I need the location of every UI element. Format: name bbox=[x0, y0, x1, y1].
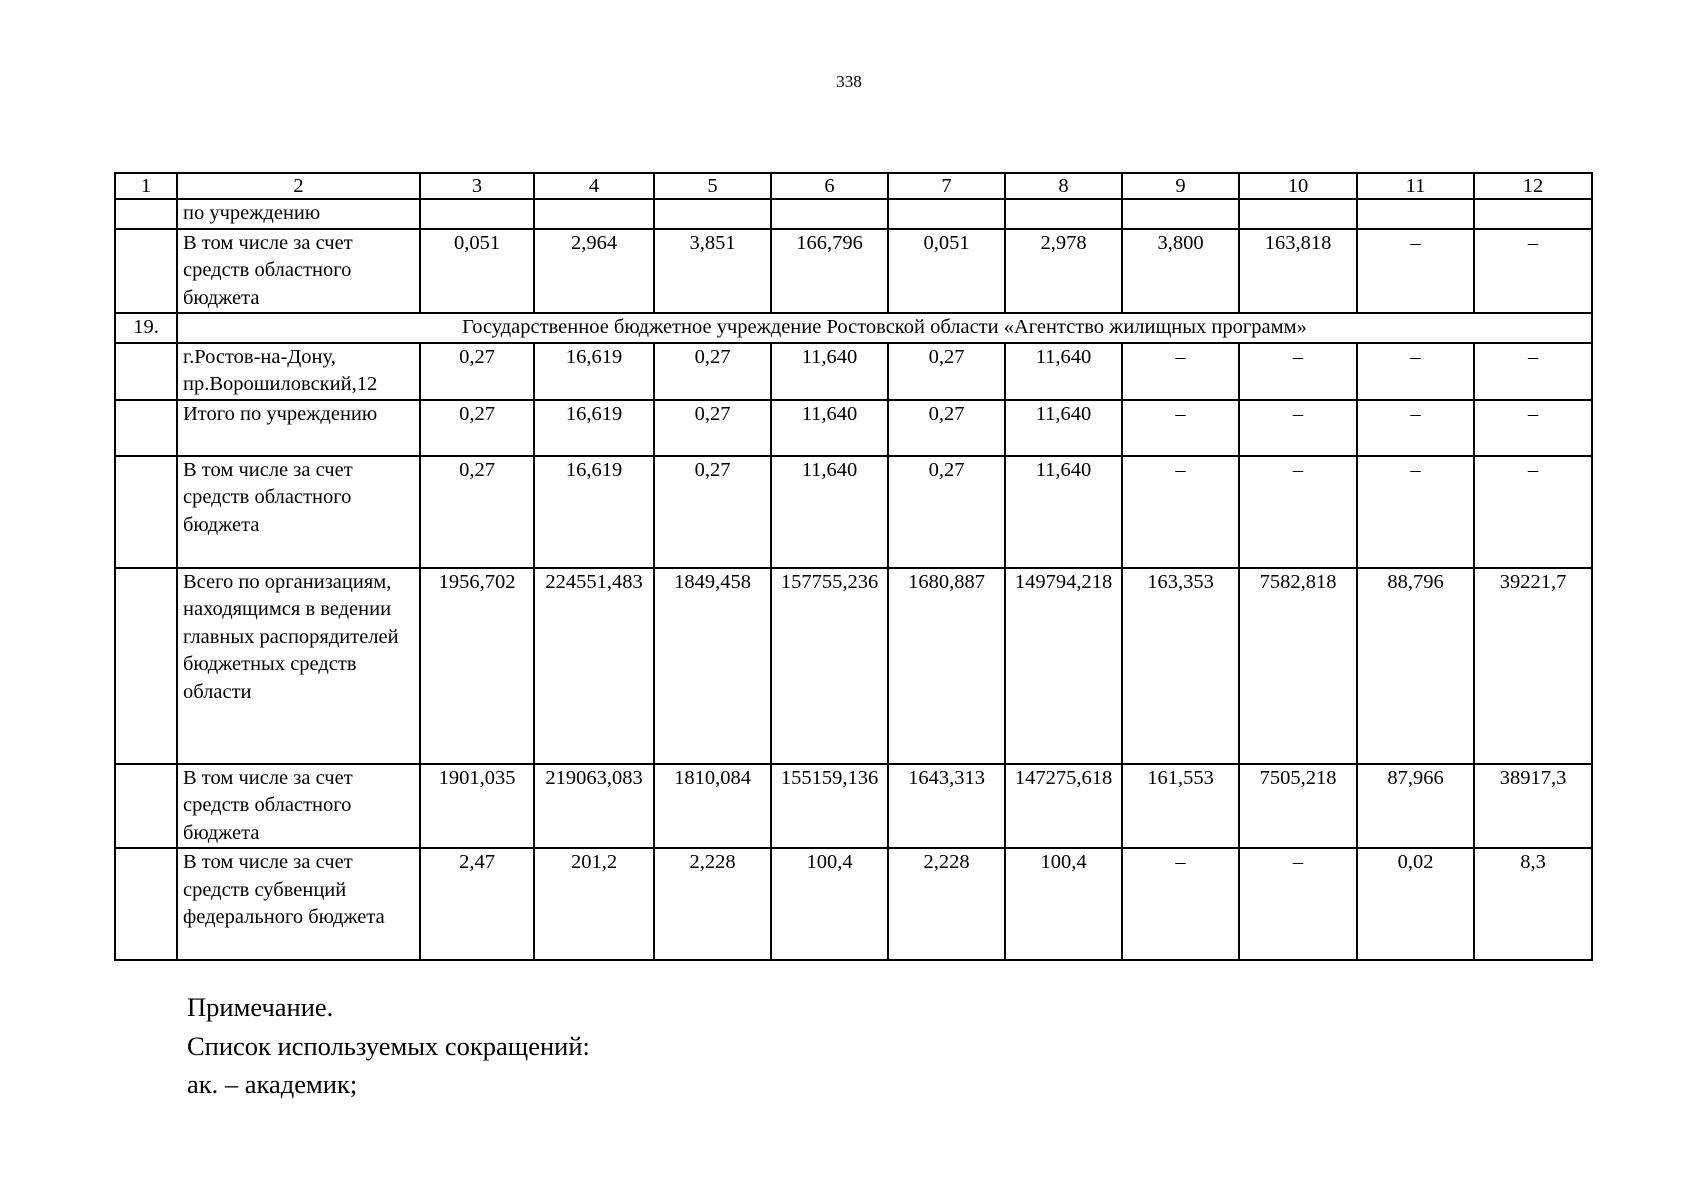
table-row bbox=[115, 229, 1592, 314]
value-cell: 11,640 bbox=[1005, 343, 1122, 400]
value-cell: 2,964 bbox=[534, 229, 654, 314]
value-cell: – bbox=[1239, 456, 1357, 568]
value-cell: 1956,702 bbox=[420, 568, 534, 764]
value-cell bbox=[1239, 199, 1357, 229]
value-cell: 39221,7 bbox=[1474, 568, 1592, 764]
value-cell: 163,818 bbox=[1239, 229, 1357, 314]
value-cell: 8,3 bbox=[1474, 848, 1592, 960]
value-cell: 2,978 bbox=[1005, 229, 1122, 314]
value-cell: 87,966 bbox=[1357, 764, 1474, 849]
value-cell: 0,27 bbox=[420, 343, 534, 400]
note-block bbox=[187, 988, 590, 1104]
value-cell: 0,27 bbox=[888, 400, 1005, 456]
row-name-cell: Всего по организациям, находящимся в ведении главных распорядителей бюджетных средств области bbox=[177, 568, 420, 764]
section-row bbox=[115, 313, 1592, 343]
value-cell: 11,640 bbox=[771, 400, 888, 456]
value-cell: – bbox=[1239, 400, 1357, 456]
value-cell: 16,619 bbox=[534, 343, 654, 400]
value-cell: – bbox=[1122, 456, 1239, 568]
value-cell: 219063,083 bbox=[534, 764, 654, 849]
value-cell: 1849,458 bbox=[654, 568, 771, 764]
row-number-cell bbox=[115, 848, 177, 960]
value-cell: 0,27 bbox=[420, 400, 534, 456]
note-title: Примечание. bbox=[187, 992, 334, 1022]
budget-table bbox=[114, 172, 1593, 961]
value-cell: – bbox=[1474, 400, 1592, 456]
value-cell bbox=[420, 199, 534, 229]
table-row bbox=[115, 343, 1592, 400]
value-cell bbox=[654, 199, 771, 229]
column-number-cell: 5 bbox=[654, 173, 771, 199]
value-cell: 38917,3 bbox=[1474, 764, 1592, 849]
row-number-cell bbox=[115, 199, 177, 229]
value-cell: 3,851 bbox=[654, 229, 771, 314]
table-row bbox=[115, 848, 1592, 960]
value-cell: – bbox=[1357, 400, 1474, 456]
row-number-cell bbox=[115, 229, 177, 314]
value-cell bbox=[1122, 199, 1239, 229]
value-cell: 0,051 bbox=[888, 229, 1005, 314]
value-cell: 0,27 bbox=[888, 343, 1005, 400]
column-number-cell: 6 bbox=[771, 173, 888, 199]
abbreviation-item: ак. – академик; bbox=[187, 1069, 358, 1099]
value-cell: 1810,084 bbox=[654, 764, 771, 849]
value-cell bbox=[1005, 199, 1122, 229]
value-cell: 0,27 bbox=[654, 400, 771, 456]
value-cell: 155159,136 bbox=[771, 764, 888, 849]
column-number-cell: 4 bbox=[534, 173, 654, 199]
value-cell: – bbox=[1474, 456, 1592, 568]
value-cell: – bbox=[1357, 456, 1474, 568]
row-name-cell: Итого по учреждению bbox=[177, 400, 420, 456]
value-cell: 11,640 bbox=[771, 343, 888, 400]
value-cell: 2,228 bbox=[888, 848, 1005, 960]
value-cell: 11,640 bbox=[1005, 400, 1122, 456]
row-name-cell: по учреждению bbox=[177, 199, 420, 229]
row-name-cell: г.Ростов-на-Дону, пр.Ворошиловский,12 bbox=[177, 343, 420, 400]
table-row bbox=[115, 568, 1592, 764]
row-number-cell bbox=[115, 456, 177, 568]
value-cell: – bbox=[1122, 400, 1239, 456]
value-cell: – bbox=[1122, 848, 1239, 960]
value-cell: 88,796 bbox=[1357, 568, 1474, 764]
value-cell bbox=[771, 199, 888, 229]
table-row bbox=[115, 456, 1592, 568]
value-cell: 1901,035 bbox=[420, 764, 534, 849]
column-number-cell: 10 bbox=[1239, 173, 1357, 199]
table-row bbox=[115, 400, 1592, 456]
value-cell: 11,640 bbox=[1005, 456, 1122, 568]
value-cell bbox=[888, 199, 1005, 229]
row-name-cell: В том числе за счет средств областного бюджета bbox=[177, 456, 420, 568]
row-name-cell: В том числе за счет средств областного бюджета bbox=[177, 229, 420, 314]
section-title-cell: Государственное бюджетное учреждение Ростовской области «Агентство жилищных программ» bbox=[177, 313, 1592, 343]
column-number-cell: 12 bbox=[1474, 173, 1592, 199]
value-cell: 16,619 bbox=[534, 400, 654, 456]
value-cell: 11,640 bbox=[771, 456, 888, 568]
value-cell bbox=[1474, 199, 1592, 229]
value-cell: – bbox=[1474, 229, 1592, 314]
column-number-row bbox=[115, 173, 1592, 199]
value-cell: 2,228 bbox=[654, 848, 771, 960]
value-cell bbox=[534, 199, 654, 229]
value-cell: 163,353 bbox=[1122, 568, 1239, 764]
column-number-cell: 3 bbox=[420, 173, 534, 199]
value-cell: 1643,313 bbox=[888, 764, 1005, 849]
value-cell: 1680,887 bbox=[888, 568, 1005, 764]
value-cell: – bbox=[1122, 343, 1239, 400]
note-subtitle: Список используемых сокращений: bbox=[187, 1030, 590, 1061]
value-cell: – bbox=[1239, 343, 1357, 400]
column-number-cell: 11 bbox=[1357, 173, 1474, 199]
row-name-cell: В том числе за счет средств субвенций федерального бюджета bbox=[177, 848, 420, 960]
value-cell: – bbox=[1357, 229, 1474, 314]
value-cell: 147275,618 bbox=[1005, 764, 1122, 849]
value-cell: 0,27 bbox=[654, 456, 771, 568]
value-cell: 100,4 bbox=[1005, 848, 1122, 960]
column-number-cell: 1 bbox=[115, 173, 177, 199]
value-cell: 157755,236 bbox=[771, 568, 888, 764]
value-cell: 201,2 bbox=[534, 848, 654, 960]
column-number-cell: 2 bbox=[177, 173, 420, 199]
table-row bbox=[115, 764, 1592, 849]
value-cell: 100,4 bbox=[771, 848, 888, 960]
row-number-cell bbox=[115, 343, 177, 400]
value-cell: 0,02 bbox=[1357, 848, 1474, 960]
value-cell bbox=[1357, 199, 1474, 229]
row-number-cell: 19. bbox=[115, 313, 177, 343]
value-cell: 7582,818 bbox=[1239, 568, 1357, 764]
value-cell: 16,619 bbox=[534, 456, 654, 568]
value-cell: 149794,218 bbox=[1005, 568, 1122, 764]
row-number-cell bbox=[115, 400, 177, 456]
value-cell: – bbox=[1239, 848, 1357, 960]
value-cell: 166,796 bbox=[771, 229, 888, 314]
page-number: 338 bbox=[836, 72, 862, 91]
row-number-cell bbox=[115, 764, 177, 849]
row-name-cell: В том числе за счет средств областного бюджета bbox=[177, 764, 420, 849]
column-number-cell: 8 bbox=[1005, 173, 1122, 199]
row-number-cell bbox=[115, 568, 177, 764]
value-cell: – bbox=[1474, 343, 1592, 400]
value-cell: 0,27 bbox=[888, 456, 1005, 568]
column-number-cell: 7 bbox=[888, 173, 1005, 199]
column-number-cell: 9 bbox=[1122, 173, 1239, 199]
value-cell: 3,800 bbox=[1122, 229, 1239, 314]
value-cell: 0,27 bbox=[654, 343, 771, 400]
value-cell: 0,27 bbox=[420, 456, 534, 568]
value-cell: 7505,218 bbox=[1239, 764, 1357, 849]
value-cell: 161,553 bbox=[1122, 764, 1239, 849]
value-cell: 224551,483 bbox=[534, 568, 654, 764]
value-cell: – bbox=[1357, 343, 1474, 400]
value-cell: 0,051 bbox=[420, 229, 534, 314]
table-row bbox=[115, 199, 1592, 229]
value-cell: 2,47 bbox=[420, 848, 534, 960]
